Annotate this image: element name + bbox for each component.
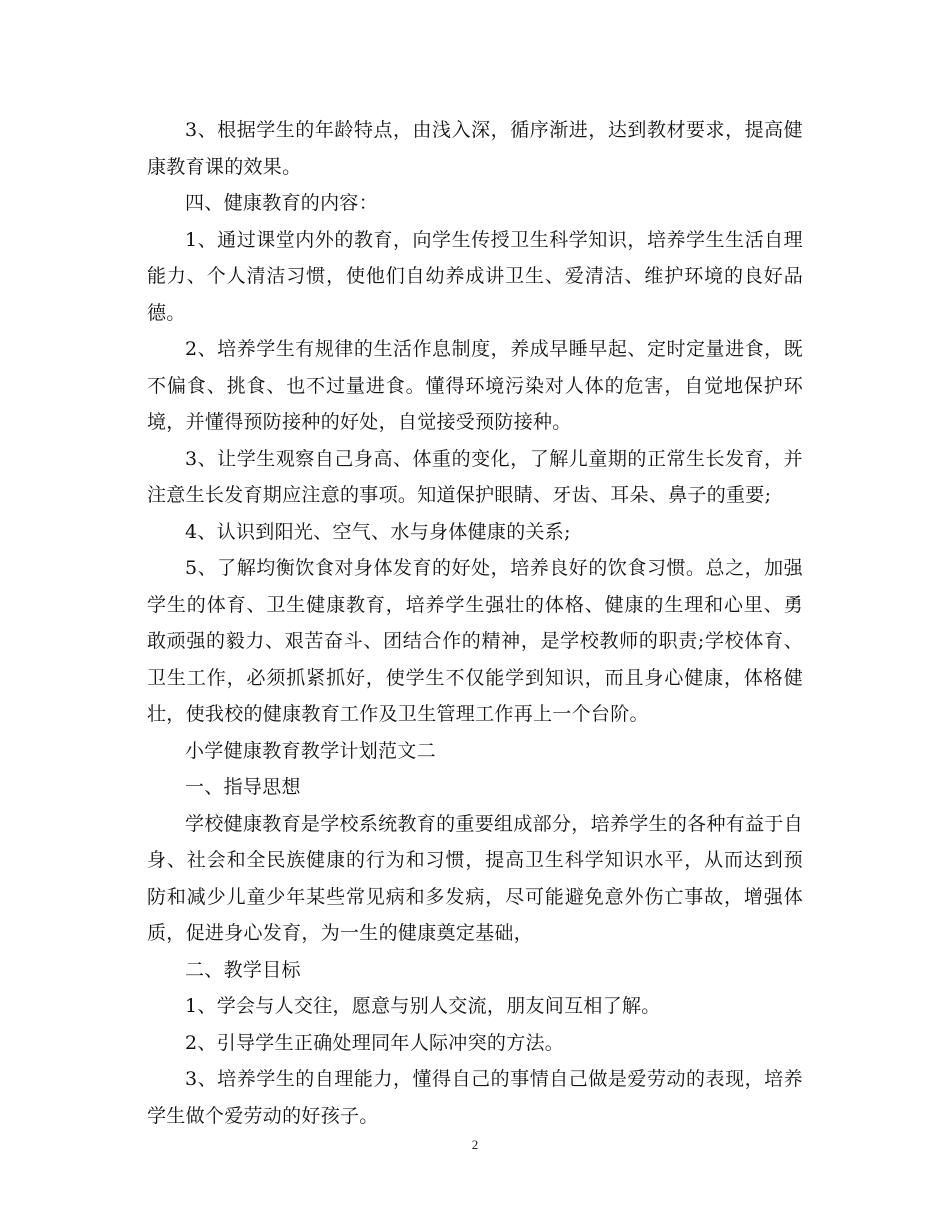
section-heading-guiding-thought: 一、指导思想 — [185, 776, 301, 798]
document-body — [147, 112, 803, 1134]
paragraph-goal-2: 2、引导学生正确处理同年人际冲突的方法。 — [185, 1031, 565, 1054]
paragraph-goal-1: 1、学会与人交往，愿意与别人交流，朋友间互相了解。 — [185, 995, 661, 1017]
paragraph-teaching-principle-3: 3、根据学生的年龄特点，由浅入深，循序渐进，达到教材要求，提高健康教育课的效果。 — [147, 119, 803, 178]
paragraph-content-1: 1、通过课堂内外的教育，向学生传授卫生科学知识，培养学生生活自理能力、个人清洁习惯，使他们自幼养成讲卫生、爱清洁、维护环境的良好品德。 — [147, 228, 803, 324]
paragraph-content-4: 4、认识到阳光、空气、水与身体健康的关系; — [185, 520, 571, 543]
sample-two-title: 小学健康教育教学计划范文二 — [185, 739, 436, 762]
paragraph-goal-3: 3、培养学生的自理能力，懂得自己的事情自己做是爱劳动的表现，培养学生做个爱劳动的好孩子。 — [147, 1068, 803, 1127]
page-number: 2 — [471, 1137, 479, 1152]
section-heading-teaching-goals: 二、教学目标 — [185, 958, 301, 981]
paragraph-content-5: 5、了解均衡饮食对身体发育的好处，培养良好的饮食习惯。总之，加强学生的体育、卫生健康教育，培养学生强壮的体格、健康的生理和心里、勇敢顽强的毅力、艰苦奋斗、团结合作的精神，是学校教师的职责;学校体育、卫生工作，必须抓紧抓好，使学生不仅能学到知识，而且身心健康，体格健壮，使我校的健康教育工作及卫生管理工作再上一个台阶。 — [147, 557, 803, 725]
paragraph-content-3: 3、让学生观察自己身高、体重的变化，了解儿童期的正常生长发育，并注意生长发育期应注意的事项。知道保护眼睛、牙齿、耳朵、鼻子的重要; — [147, 447, 803, 506]
paragraph-content-2: 2、培养学生有规律的生活作息制度，养成早睡早起、定时定量进食，既不偏食、挑食、也不过量进食。懂得环境污染对人体的危害，自觉地保护环境，并懂得预防接种的好处，自觉接受预防接种。 — [147, 338, 803, 433]
paragraph-guiding-thought: 学校健康教育是学校系统教育的重要组成部分，培养学生的各种有益于自身、社会和全民族健康的行为和习惯，提高卫生科学知识水平，从而达到预防和减少儿童少年某些常见病和多发病，尽可能避免意外伤亡事故，增强体质，促进身心发育，为一生的健康奠定基础， — [147, 812, 803, 944]
section-heading-content: 四、健康教育的内容： — [185, 192, 379, 214]
